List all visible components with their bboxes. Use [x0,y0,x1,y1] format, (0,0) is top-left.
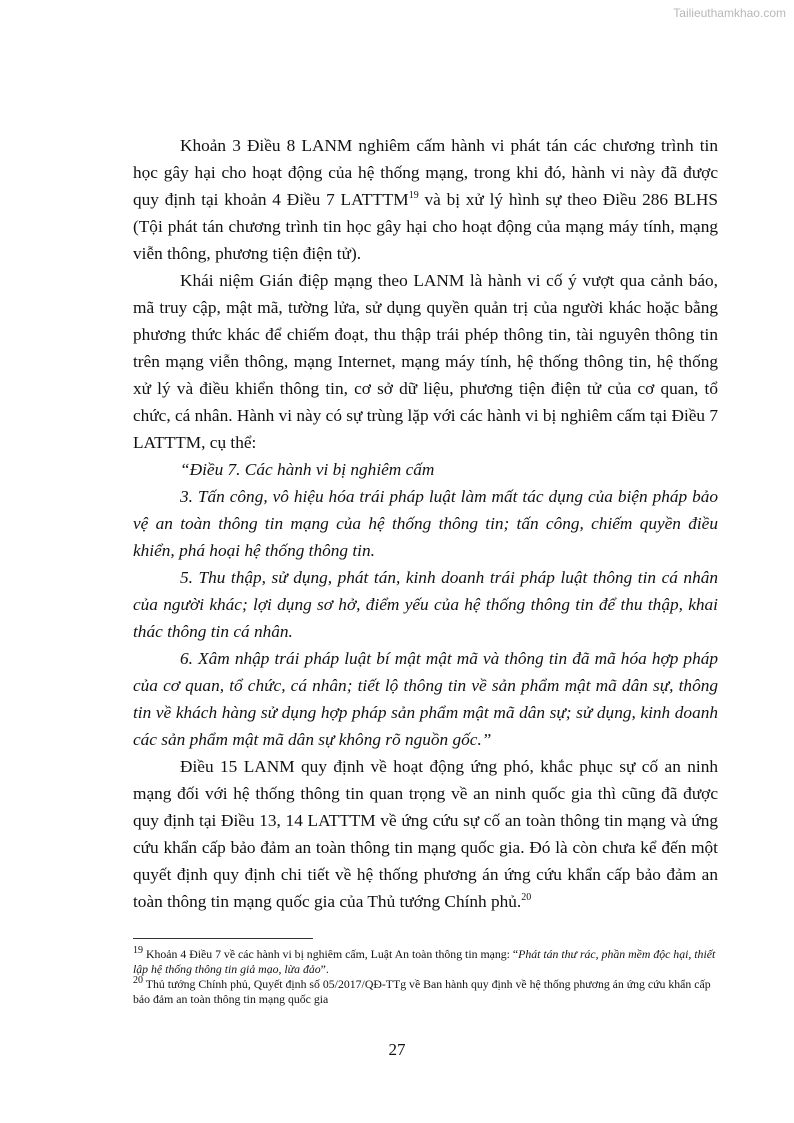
paragraph-3: Điều 15 LANM quy định về hoạt động ứng phó, khắc phục sự cố an ninh mạng đối với hệ thống thông tin quan trọng về an ninh quốc gia thì cũng đã được quy định tại Điều 13, 14 LATTTM về ứng cứu sự cố an toàn thông tin mạng và ứng cứu khẩn cấp bảo đảm an toàn thông tin mạng quốc gia. Đó là còn chưa kể đến một quyết định quy định chi tiết về hệ thống phương án ứng cứu khẩn cấp bảo đảm an toàn thông tin mạng quốc gia của Thủ tướng Chính phủ.$^{20}$ [133,757,718,911]
paragraph-1: Khoản 3 Điều 8 LANM nghiêm cấm hành vi phát tán các chương trình tin học gây hại cho hoạt động của hệ thống mạng, trong khi đó, hành vi này đã được quy định tại khoản 4 Điều 7 LATTTM$^{19}$ và bị xử lý hình sự theo Điều 286 BLHS (Tội phát tán chương trình tin học gây hại cho hoạt động của mạng máy tính, mạng viễn thông, phương tiện điện tử). [133,136,718,263]
footnote-20: $^{20}$ Thủ tướng Chính phủ, Quyết định số 05/2017/QĐ-TTg về Ban hành quy định về hệ thống phương án ứng cứu khẩn cấp bảo đảm an toàn thông tin mạng quốc gia [133,975,711,1006]
paragraph-2: Khái niệm Gián điệp mạng theo LANM là hành vi cố ý vượt qua cảnh báo, mã truy cập, mật mã, tường lửa, sử dụng quyền quản trị của người khác hoặc bằng phương thức khác để chiếm đoạt, thu thập trái phép thông tin, tài nguyên thông tin trên mạng viễn thông, mạng Internet, mạng máy tính, hệ thống thông tin, hệ thống xử lý và điều khiển thông tin, cơ sở dữ liệu, phương tiện điện tử của cơ quan, tổ chức, cá nhân. Hành vi này có sự trùng lặp với các hành vi bị nghiêm cấm tại Điều 7 LATTTM, cụ thể: [133,271,719,452]
quote-heading: “Điều 7. Các hành vi bị nghiêm cấm [180,460,435,479]
quote-item-6: 6. Xâm nhập trái pháp luật bí mật mật mã và thông tin đã mã hóa hợp pháp của cơ quan, tổ chức, cá nhân; tiết lộ thông tin về sản phẩm mật mã dân sự, thông tin về khách hàng sử dụng hợp pháp sản phẩm mật mã dân sự; sử dụng, kinh doanh các sản phẩm mật mã dân sự không rõ nguồn gốc.” [133,649,718,749]
footnote-ref-20[interactable]: 20 [521,892,532,904]
footnote-separator [133,938,313,939]
main-text [133,132,718,915]
watermark: Tailieuthamkhao.com [673,6,786,20]
footnote-19: $^{19}$ Khoản 4 Điều 7 về các hành vi bị nghiêm cấm, Luật An toàn thông tin mạng: “Phát tán thư rác, phần mềm độc hại, thiết lập hệ thống thông tin giả mạo, lừa đảo”. [133,945,716,976]
quote-item-3: 3. Tấn công, vô hiệu hóa trái pháp luật làm mất tác dụng của biện pháp bảo vệ an toàn thông tin mạng của hệ thống thông tin; tấn công, chiếm quyền điều khiển, phá hoại hệ thống thông tin. [133,487,718,560]
quote-item-5: 5. Thu thập, sử dụng, phát tán, kinh doanh trái pháp luật thông tin cá nhân của người khác; lợi dụng sơ hở, điểm yếu của hệ thống thông tin để thu thập, khai thác thông tin cá nhân. [133,568,718,641]
footnote-ref-19[interactable]: 19 [408,190,419,202]
footnotes [133,947,718,1007]
page-number: 27 [388,1040,406,1059]
